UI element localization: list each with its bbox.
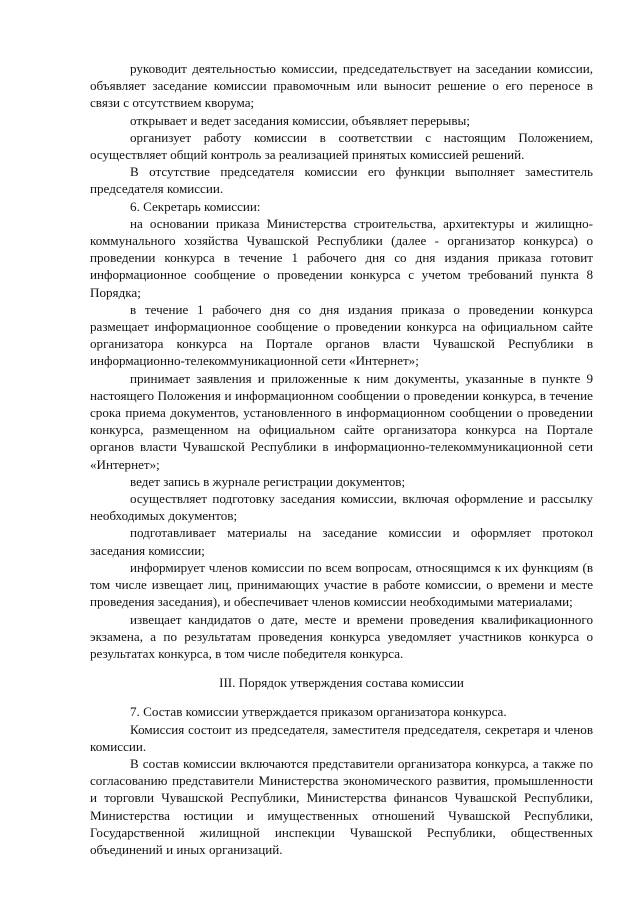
paragraph-secretary-prepares-notice: на основании приказа Министерства строительства, архитектуры и жилищно-коммунального хозяйства Чувашской Республики (далее - организатор конкурса) о проведении конкурса в течение 1 рабочего дня со дня издания приказа готовит информационное сообщение о проведении конкурса с учетом требований пункта 8 Порядка; (90, 215, 593, 300)
paragraph-chair-duties: руководит деятельностью комиссии, председательствует на заседании комиссии, объявляет заседание комиссии правомочным или выносит решение о его переносе в связи с отсутствием кворума; (90, 61, 593, 111)
paragraph-secretary-informs-members: информирует членов комиссии по всем вопросам, относящимся к их функциям (в том числе извещает лиц, принимающих участие в работе комиссии, о времени и месте проведения заседания), и обеспечивает членов комиссии необходимыми материалами; (90, 559, 593, 610)
paragraph-secretary-registers-documents: ведет запись в журнале регистрации документов; (130, 473, 406, 489)
paragraph-secretary-publishes-notice: в течение 1 рабочего дня со дня издания приказа о проведении конкурса размещает информационное сообщение о проведении конкурса на официальном сайте организатора конкурса на Портале органов власти Чувашской Республики в информационно-телекоммуникационной сети «Интернет»; (90, 301, 593, 369)
paragraph-composition-representatives: В состав комиссии включаются представители организатора конкурса, а также по согласованию представители Министерства экономического развития, промышленности и торговли Чувашской Республики, Министерства финансов Чувашской Республики, Министерства юстиции и имущественных отношений Чувашской Республики, Государственной жилищной инспекции Чувашской Республики, общественных объединений и иных организаций. (90, 755, 593, 857)
paragraph-composition-approved: 7. Состав комиссии утверждается приказом организатора конкурса. (130, 704, 507, 720)
paragraph-secretary-prepares-meeting: осуществляет подготовку заседания комиссии, включая оформление и рассылку необходимых документов; (90, 491, 593, 524)
document-page (90, 60, 593, 858)
paragraph-organizes-work: организует работу комиссии в соответствии с настоящим Положением, осуществляет общий контроль за реализацией принятых комиссией решений. (90, 129, 593, 163)
paragraph-opens-meetings: открывает и ведет заседания комиссии, объявляет перерывы; (130, 112, 470, 128)
paragraph-secretary-notifies-candidates: извещает кандидатов о дате, месте и времени проведения квалификационного экзамена, а по результатам проведения конкурса уведомляет участников конкурса о результатах конкурса, в том числе победителя конкурса. (90, 611, 593, 661)
paragraph-composition-members: Комиссия состоит из председателя, заместителя председателя, секретаря и членов комиссии. (90, 721, 593, 754)
paragraph-secretary-accepts-applications: принимает заявления и приложенные к ним документы, указанные в пункте 9 настоящего Положения и информационном сообщении о проведении конкурса, в течение срока приема документов, установленного в информационном сообщении о проведении конкурса, размещенном на официальном сайте организатора конкурса на Портале органов власти Чувашской Республики в информационно-телекоммуникационной сети «Интернет»; (90, 370, 593, 472)
paragraph-secretary-title: 6. Секретарь комиссии: (130, 198, 261, 214)
paragraph-secretary-prepares-materials: подготавливает материалы на заседание комиссии и оформляет протокол заседания комиссии; (90, 525, 593, 558)
section-heading: III. Порядок утверждения состава комиссии (219, 675, 464, 691)
paragraph-deputy-chair: В отсутствие председателя комиссии его функции выполняет заместитель председателя комиссии. (90, 164, 593, 197)
